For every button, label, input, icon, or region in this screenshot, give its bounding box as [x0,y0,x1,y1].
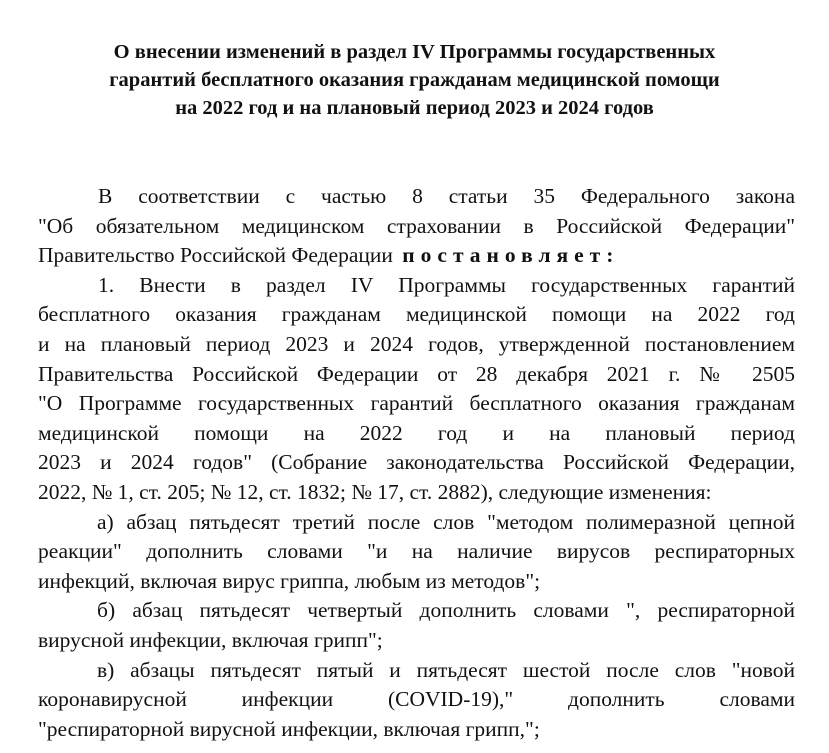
title-line: гарантий бесплатного оказания гражданам медицинской помощи [109,69,720,91]
body-line: 1. Внести в раздел IV Программы государственных гарантий [98,272,795,297]
title-line: на 2022 год и на плановый период 2023 и 2024 годов [175,97,654,119]
body-line: бесплатного оказания гражданам медицинской помощи на 2022 год [38,302,795,327]
body-line: "респираторной вирусной инфекции, включая грипп,"; [38,716,540,741]
document-body [38,182,795,744]
body-line: Правительства Российской Федерации от 28 декабря 2021 г. № 2505 [38,361,795,386]
body-line: медицинской помощи на 2022 год и на плановый период [38,420,795,445]
body-line: 2023 и 2024 годов" (Собрание законодательства Российской Федерации, [38,450,795,475]
body-line: "Об обязательном медицинском страховании в Российской Федерации" [38,213,795,238]
body-line: а) абзац пятьдесят третий после слов "методом полимеразной цепной [97,509,795,534]
document-title [40,38,789,122]
body-line: коронавирусной инфекции (COVID-19)," дополнить словами [38,687,795,712]
title-line: О внесении изменений в раздел IV Программы государственных [113,41,716,63]
body-line [38,241,795,271]
body-line: б) абзац пятьдесят четвертый дополнить словами ", респираторной [97,598,795,623]
body-line: 2022, № 1, ст. 205; № 12, ст. 1832; № 17, ст. 2882), следующие изменения: [38,479,712,504]
body-line: в) абзацы пятьдесят пятый и пятьдесят шестой после слов "новой [97,657,795,682]
body-line: инфекций, включая вирус гриппа, любым из методов"; [38,568,541,593]
decree-keyword: постановляет: [402,243,620,268]
body-text: Правительство Российской Федерации [38,243,393,268]
body-line: "О Программе государственных гарантий бесплатного оказания гражданам [38,391,795,416]
body-line: реакции" дополнить словами "и на наличие вирусов респираторных [38,539,795,564]
body-line: В соответствии с частью 8 статьи 35 Федерального закона [98,184,795,208]
body-line: вирусной инфекции, включая грипп"; [38,627,383,652]
body-line: и на плановый период 2023 и 2024 годов, утвержденной постановлением [38,331,795,356]
